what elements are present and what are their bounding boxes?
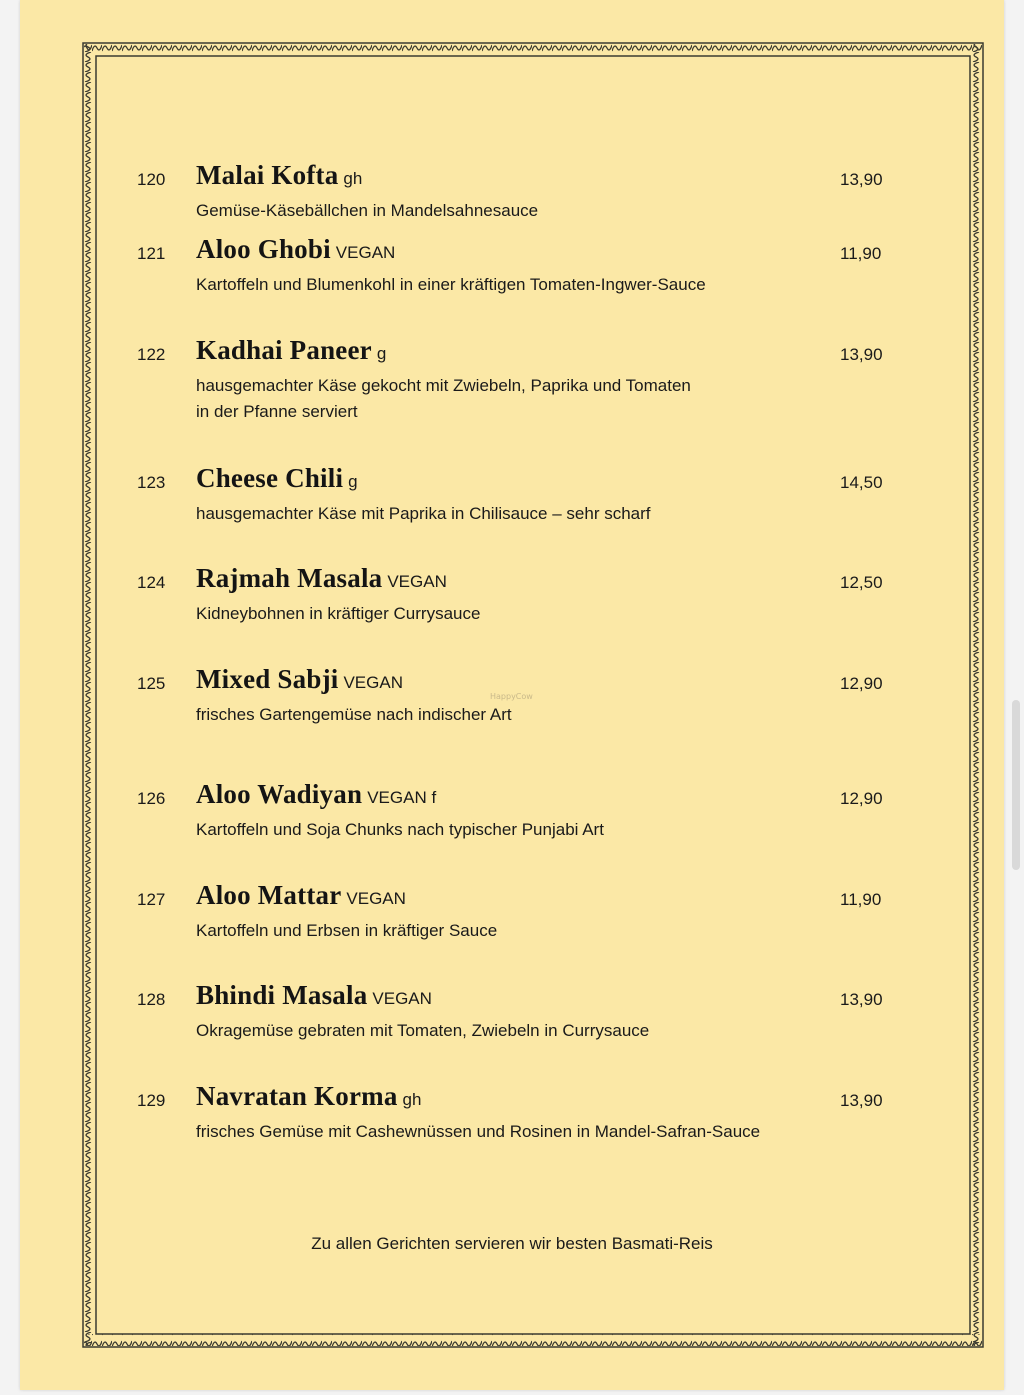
item-tag: VEGAN f	[367, 788, 437, 807]
item-tag: g	[376, 344, 387, 363]
item-description: frisches Gartengemüse nach indischer Art	[196, 705, 512, 724]
item-description: Gemüse-Käsebällchen in Mandelsahnesauce	[196, 201, 539, 220]
item-description: Kartoffeln und Erbsen in kräftiger Sauce	[196, 921, 498, 940]
item-name: Aloo Ghobi	[196, 234, 331, 264]
item-tag: VEGAN	[335, 243, 396, 262]
item-tag: g	[348, 472, 358, 491]
item-name: Mixed Sabji	[196, 664, 339, 694]
watermark: HappyCow	[490, 692, 533, 701]
item-name: Rajmah Masala	[196, 563, 383, 593]
item-price: 12,90	[840, 674, 883, 693]
item-name: Aloo Wadiyan	[196, 779, 363, 809]
item-price: 13,90	[840, 990, 883, 1009]
item-price: 11,90	[840, 244, 882, 263]
item-number: 126	[137, 789, 166, 808]
item-number: 128	[137, 990, 166, 1009]
item-number: 125	[137, 674, 166, 693]
item-number: 123	[137, 473, 166, 492]
item-number: 120	[137, 170, 166, 189]
item-tag: VEGAN	[387, 572, 447, 591]
item-description: Okragemüse gebraten mit Tomaten, Zwiebeln in Currysauce	[196, 1021, 650, 1040]
item-description: Kartoffeln und Blumenkohl in einer kräftigen Tomaten-Ingwer-Sauce	[196, 275, 706, 294]
item-name: Malai Kofta	[196, 160, 339, 190]
scrollbar[interactable]	[1012, 700, 1020, 870]
item-tag: VEGAN	[346, 889, 406, 908]
item-tag: gh	[343, 169, 363, 188]
item-price: 13,90	[840, 170, 883, 189]
item-description: frisches Gemüse mit Cashewnüssen und Rosinen in Mandel-Safran-Sauce	[196, 1122, 761, 1141]
item-number: 121	[137, 244, 166, 263]
item-description	[196, 373, 796, 425]
item-tag: gh	[402, 1090, 422, 1109]
item-description: Kidneybohnen in kräftiger Currysauce	[196, 604, 481, 623]
item-price: 14,50	[840, 473, 883, 492]
item-description: Kartoffeln und Soja Chunks nach typischer Punjabi Art	[196, 820, 604, 839]
item-number: 122	[137, 345, 166, 364]
item-tag: VEGAN	[343, 673, 403, 692]
item-name: Navratan Korma	[196, 1081, 398, 1111]
item-tag: VEGAN	[372, 989, 432, 1008]
item-name: Aloo Mattar	[196, 880, 342, 910]
footer-note: Zu allen Gerichten servieren wir besten Basmati-Reis	[311, 1234, 713, 1253]
item-name: Kadhai Paneer	[196, 335, 372, 365]
item-description-line1: hausgemachter Käse gekocht mit Zwiebeln, Paprika und Tomaten	[196, 376, 691, 395]
item-name: Bhindi Masala	[196, 980, 368, 1010]
item-price: 11,90	[840, 890, 882, 909]
item-price: 13,90	[840, 345, 883, 364]
item-description: hausgemachter Käse mit Paprika in Chilisauce – sehr scharf	[196, 504, 651, 523]
item-price: 13,90	[840, 1091, 883, 1110]
item-number: 124	[137, 573, 166, 592]
item-name: Cheese Chili	[196, 463, 344, 493]
item-number: 129	[137, 1091, 166, 1110]
item-description-line2: in der Pfanne serviert	[196, 402, 358, 421]
item-price: 12,90	[840, 789, 883, 808]
item-number: 127	[137, 890, 166, 909]
item-price: 12,50	[840, 573, 883, 592]
